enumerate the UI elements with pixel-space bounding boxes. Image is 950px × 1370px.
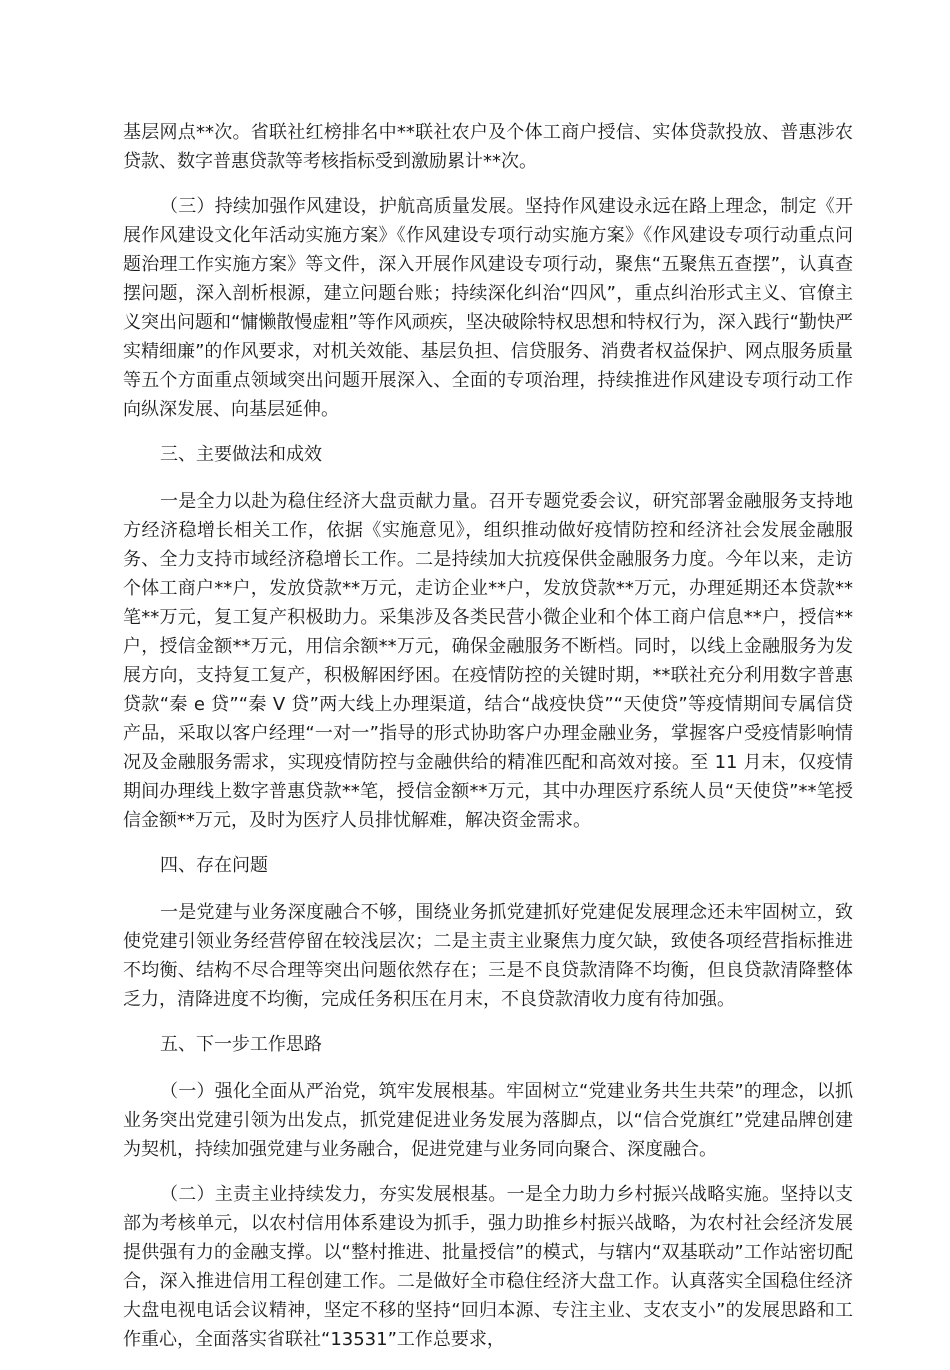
section-heading-problems: 四、存在问题 bbox=[160, 855, 268, 876]
section-heading-next-steps: 五、下一步工作思路 bbox=[160, 1034, 322, 1055]
paragraph-problems: 一是党建与业务深度融合不够，围绕业务抓党建抓好党建促发展理念还未牢固树立，致使党建引领业务经营停留在较浅层次；二是主责主业聚焦力度欠缺，致使各项经营指标推进不均衡、结构不尽合理等突出问题依然存在；三是不良贷款清降不均衡，但良贷款清降整体乏力，清降进度不均衡，完成任务积压在月末，不良贷款清收力度有待加强。 bbox=[123, 902, 853, 1010]
paragraph-style-construction: （三）持续加强作风建设，护航高质量发展。坚持作风建设永远在路上理念，制定《开展作风建设文化年活动实施方案》《作风建设专项行动实施方案》《作风建设专项行动重点问题治理工作实施方案》等文件，深入开展作风建设专项行动，聚焦“五聚焦五查摆”，认真查摆问题，深入剖析根源，建立问题台账；持续深化纠治“四风”，重点纠治形式主义、官僚主义突出问题和“慵懒散慢虚粗”等作风顽疾，坚决破除特权思想和特权行为，深入践行“勤快严实精细廉”的作风要求，对机关效能、基层负担、信贷服务、消费者权益保护、网点服务质量等五个方面重点领域突出问题开展深入、全面的专项治理，持续推进作风建设专项行动工作向纵深发展、向基层延伸。 bbox=[123, 196, 853, 420]
paragraph-stabilize-economy: 一是全力以赴为稳住经济大盘贡献力量。召开专题党委会议，研究部署金融服务支持地方经济稳增长相关工作，依据《实施意见》，组织推动做好疫情防控和经济社会发展金融服务、全力支持市域经济稳增长工作。二是持续加大抗疫保供金融服务力度。今年以来，走访个体工商户**户，发放贷款**万元，走访企业**户，发放贷款**万元，办理延期还本贷款**笔**万元，复工复产积极助力。采集涉及各类民营小微企业和个体工商户信息**户，授信**户，授信金额**万元，用信余额**万元，确保金融服务不断档。同时，以线上金融服务为发展方向，支持复工复产，积极解困纾困。在疫情防控的关键时期，**联社充分利用数字普惠贷款“秦 e 贷”“秦 V 贷”两大线上办理渠道，结合“战疫快贷”“天使贷”等疫情期间专属信贷产品，采取以客户经理“一对一”指导的形式协助客户办理金融业务，掌握客户受疫情影响情况及金融服务需求，实现疫情防控与金融供给的精准匹配和高效对接。至 11 月末，仅疫情期间办理线上数字普惠贷款**笔，授信金额**万元，其中办理医疗系统人员“天使贷”**笔授信金额**万元，及时为医疗人员排忧解难，解决资金需求。 bbox=[123, 491, 853, 831]
paragraph-main-business: （二）主责主业持续发力，夯实发展根基。一是全力助力乡村振兴战略实施。坚持以支部为考核单元，以农村信用体系建设为抓手，强力助推乡村振兴战略，为农村社会经济发展提供强有力的金融支撑。以“整村推进、批量授信”的模式，与辖内“双基联动”工作站密切配合，深入推进信用工程创建工作。二是做好全市稳住经济大盘工作。认真落实全国稳住经济大盘电视电话会议精神，坚定不移的坚持“回归本源、专注主业、支农支小”的发展思路和工作重心，全面落实省联社“13531”工作总要求， bbox=[123, 1184, 853, 1350]
section-heading-main-practices: 三、主要做法和成效 bbox=[160, 444, 322, 465]
paragraph-party-building: （一）强化全面从严治党，筑牢发展根基。牢固树立“党建业务共生共荣”的理念，以抓业务突出党建引领为出发点，抓党建促进业务发展为落脚点，以“信合党旗红”党建品牌创建为契机，持续加强党建与业务融合，促进党建与业务同向聚合、深度融合。 bbox=[123, 1081, 853, 1160]
paragraph-continuation: 基层网点**次。省联社红榜排名中**联社农户及个体工商户授信、实体贷款投放、普惠涉农贷款、数字普惠贷款等考核指标受到激励累计**次。 bbox=[123, 122, 853, 172]
document-body bbox=[123, 118, 853, 1370]
